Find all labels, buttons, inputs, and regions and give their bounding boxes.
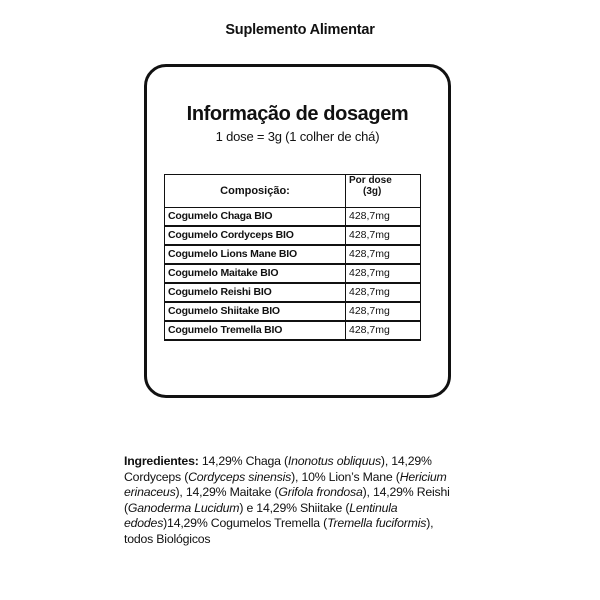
dosage-panel bbox=[144, 64, 451, 398]
ingredients-label: Ingredientes: bbox=[124, 454, 199, 468]
ingredient-value: 428,7mg bbox=[346, 283, 421, 302]
scientific-name: Inonotus obliquus bbox=[287, 454, 381, 468]
scientific-name: Cordyceps sinensis bbox=[188, 469, 292, 484]
panel-title: Informação de dosagem bbox=[186, 103, 409, 125]
ingredients-text bbox=[124, 454, 464, 547]
table-row bbox=[165, 283, 421, 302]
scientific-name: Ganoderma Lucidum bbox=[127, 500, 240, 515]
dosage-table bbox=[164, 174, 421, 341]
ingredients-segment: ), 10% Lion’s Mane ( bbox=[291, 469, 400, 484]
table-header-row bbox=[165, 175, 421, 208]
scientific-name: Lentinula edodes bbox=[124, 500, 398, 530]
ingredients-segment: ), 14,29% Maitake ( bbox=[175, 485, 279, 499]
ingredient-value: 428,7mg bbox=[346, 226, 421, 245]
per-dose-header bbox=[346, 175, 421, 208]
ingredients-segment: ), 14,29% Cordyceps ( bbox=[124, 454, 432, 484]
ingredient-value: 428,7mg bbox=[346, 321, 421, 340]
table-row bbox=[165, 226, 421, 245]
scientific-name: Grifola frondosa bbox=[278, 485, 363, 499]
table-row bbox=[165, 245, 421, 264]
ingredients-segment: )14,29% Cogumelos Tremella ( bbox=[163, 516, 328, 530]
ingredient-value: 428,7mg bbox=[346, 245, 421, 264]
ingredients-segment: 14,29% Chaga ( bbox=[198, 454, 288, 468]
scientific-name: Hericium erinaceus bbox=[124, 469, 447, 499]
table-row bbox=[165, 264, 421, 283]
ingredient-name: Cogumelo Lions Mane BIO bbox=[165, 245, 346, 264]
table-row bbox=[165, 321, 421, 340]
composition-header: Composição: bbox=[165, 175, 346, 208]
product-type-header: Suplemento Alimentar bbox=[225, 22, 375, 38]
scientific-name: Tremella fuciformis bbox=[327, 516, 427, 530]
dose-subtitle: 1 dose = 3g (1 colher de chá) bbox=[215, 129, 380, 144]
ingredients-segment: ), 14,29% Reishi ( bbox=[124, 485, 450, 515]
ingredients-segment: ), todos Biológicos bbox=[124, 516, 434, 546]
ingredient-value: 428,7mg bbox=[346, 208, 421, 227]
ingredient-name: Cogumelo Cordyceps BIO bbox=[165, 226, 346, 245]
ingredient-name: Cogumelo Tremella BIO bbox=[165, 321, 346, 340]
per-dose-label: Por dose bbox=[349, 175, 392, 186]
ingredient-name: Cogumelo Chaga BIO bbox=[165, 208, 346, 227]
dose-amount-label: (3g) bbox=[363, 186, 382, 197]
ingredient-value: 428,7mg bbox=[346, 302, 421, 321]
ingredient-value: 428,7mg bbox=[346, 264, 421, 283]
ingredient-name: Cogumelo Maitake BIO bbox=[165, 264, 346, 283]
ingredient-name: Cogumelo Shiitake BIO bbox=[165, 302, 346, 321]
table-row bbox=[165, 208, 421, 227]
table-row bbox=[165, 302, 421, 321]
ingredients-segment: ) e 14,29% Shiitake ( bbox=[239, 500, 350, 515]
ingredient-name: Cogumelo Reishi BIO bbox=[165, 283, 346, 302]
